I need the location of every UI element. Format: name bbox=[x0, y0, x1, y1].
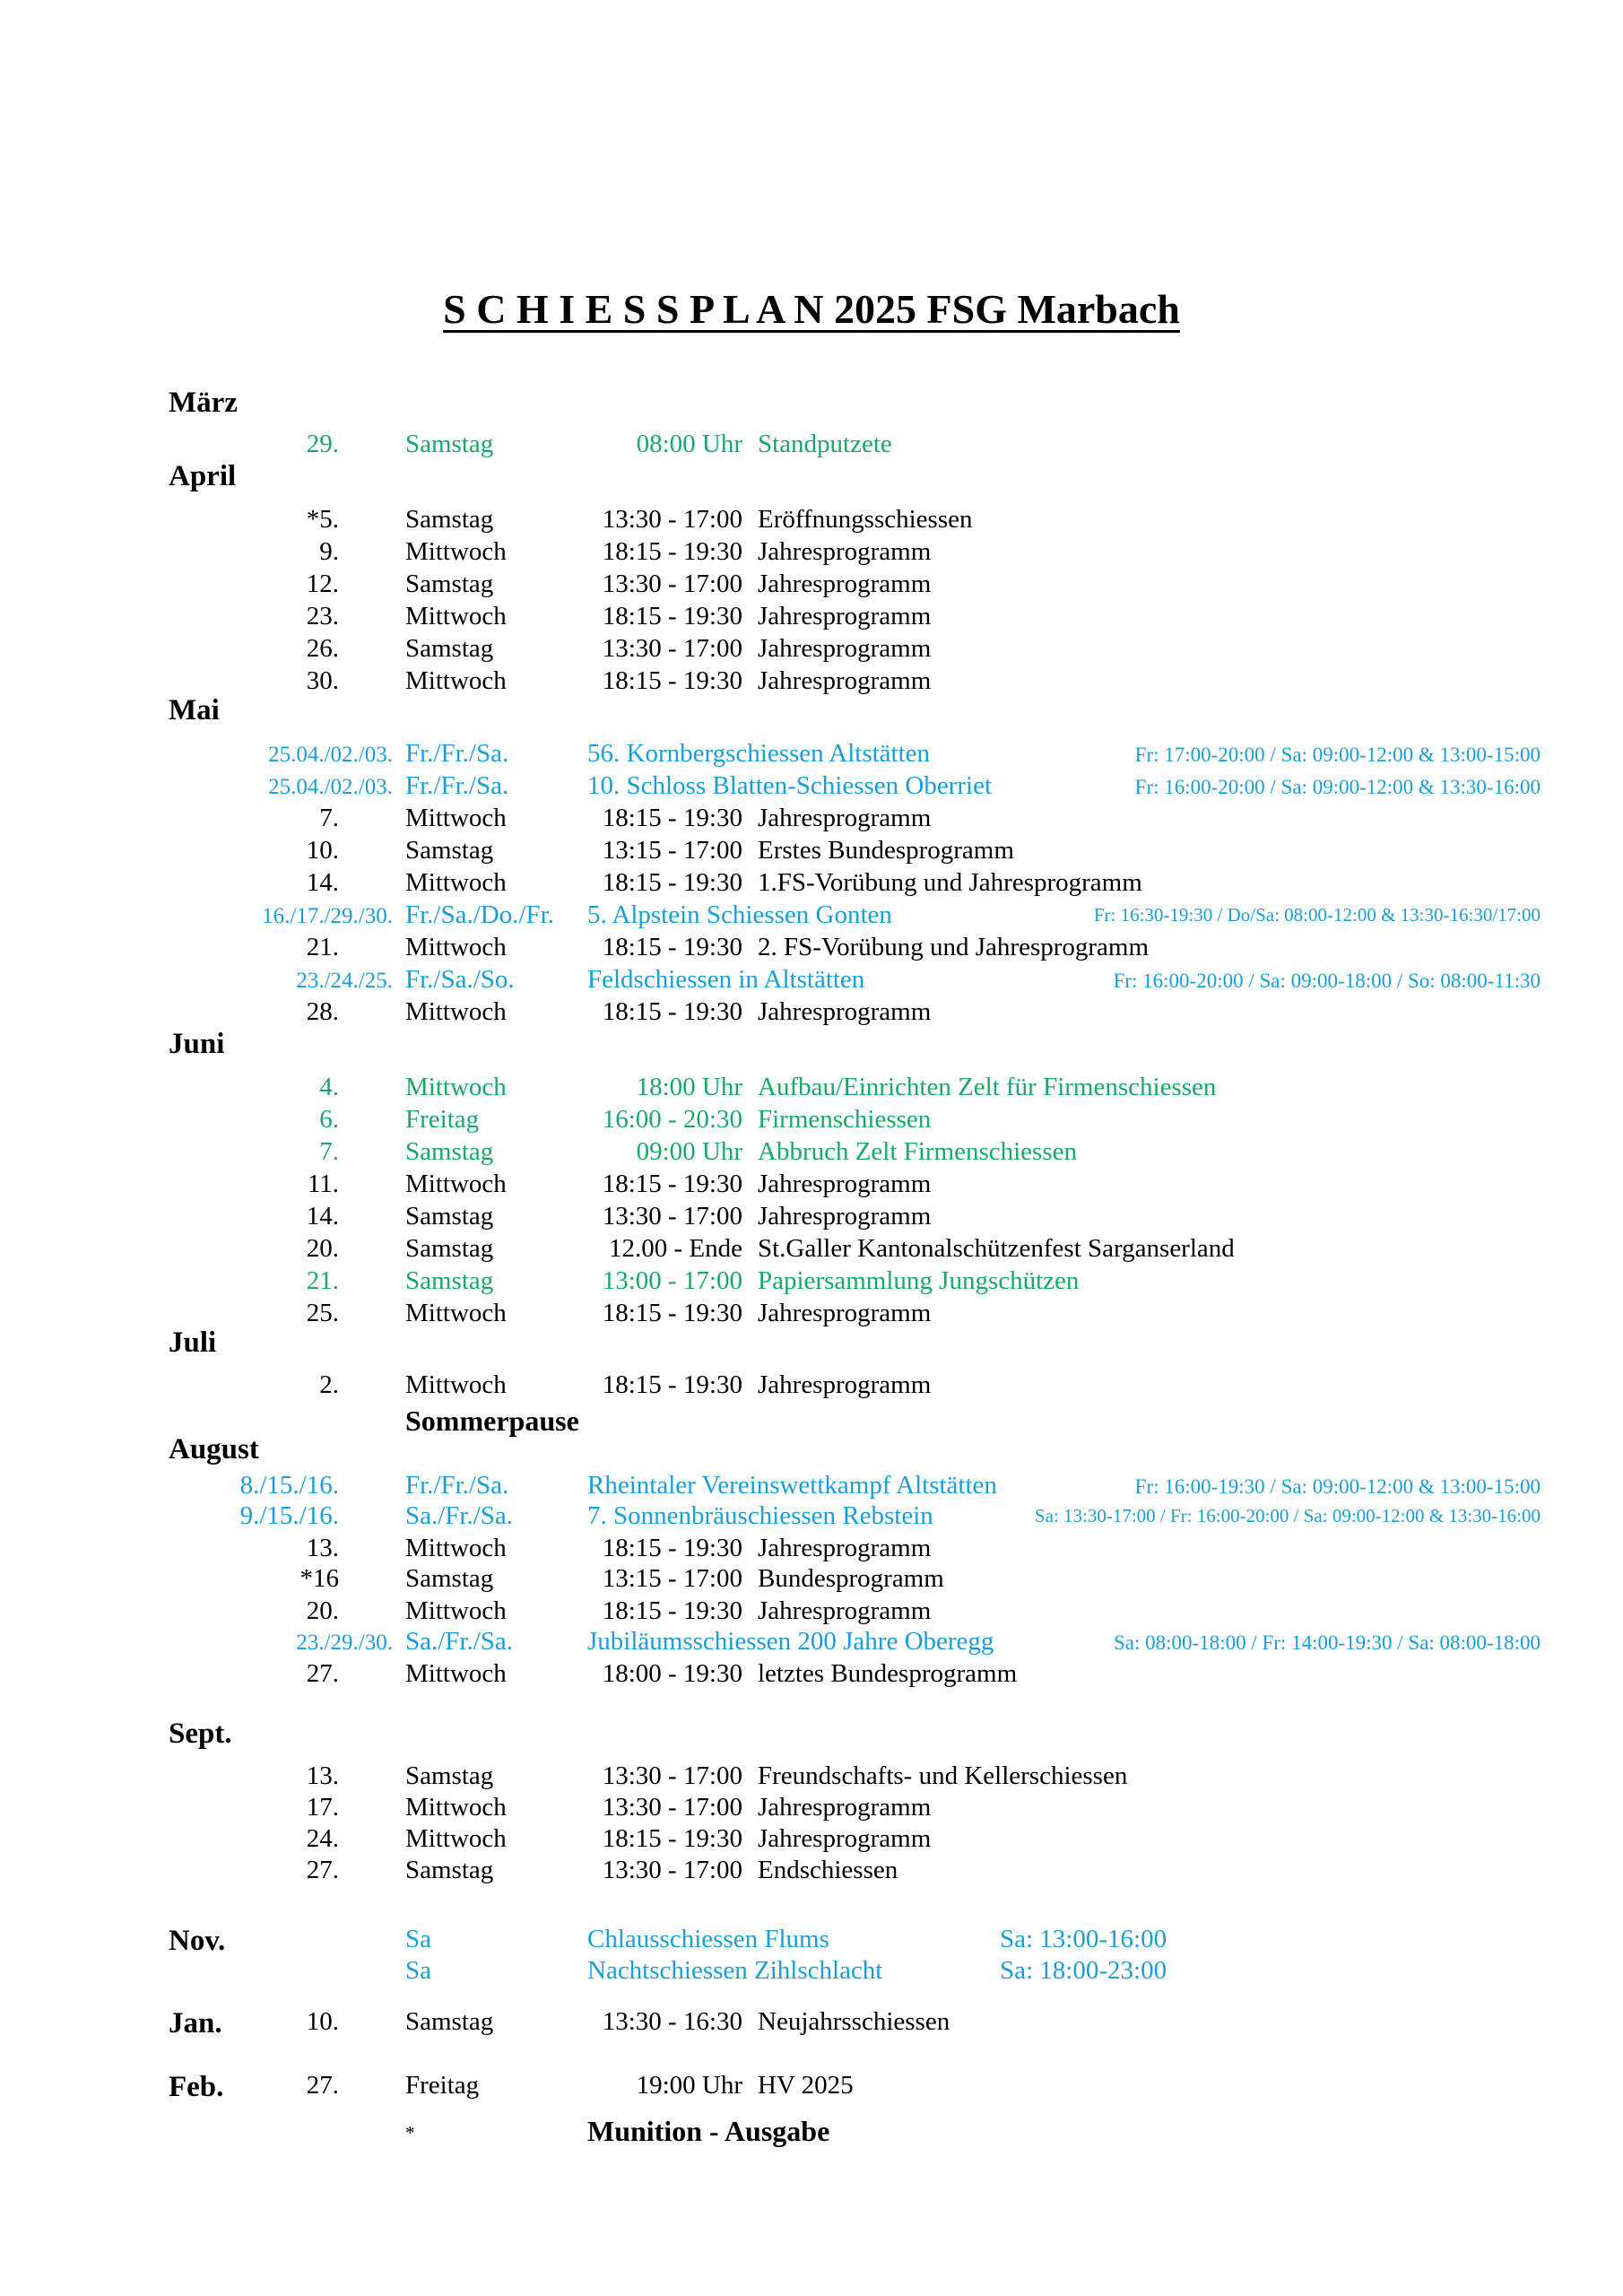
row-event: 2. FS-Vorübung und Jahresprogramm bbox=[758, 933, 1150, 961]
row-time: 13:30 - 17:00 bbox=[602, 1202, 742, 1231]
row-weekday: Mittwoch bbox=[405, 666, 507, 695]
row-date: 17. bbox=[306, 1793, 339, 1822]
row-time: 13:30 - 16:30 bbox=[602, 2007, 742, 2036]
row-time: 18:15 - 19:30 bbox=[602, 804, 742, 832]
row-details: Fr: 16:30-19:30 / Do/Sa: 08:00-12:00 & 13:30-16:30/17:00 bbox=[1093, 904, 1541, 926]
row-weekday: Mittwoch bbox=[405, 1659, 507, 1688]
row-weekday: Freitag bbox=[405, 1105, 480, 1134]
row-weekday: Sa bbox=[405, 1925, 431, 1953]
row-date: 11. bbox=[307, 1170, 339, 1198]
row-date: 30. bbox=[306, 666, 339, 695]
row-event: Jahresprogramm bbox=[758, 1793, 932, 1822]
row-event: Jahresprogramm bbox=[758, 570, 932, 598]
row-time: 12.00 - Ende bbox=[609, 1234, 742, 1263]
row-weekday: Sa bbox=[405, 1956, 431, 1985]
row-weekday: Samstag bbox=[405, 1234, 494, 1263]
row-date: 20. bbox=[306, 1234, 339, 1263]
row-time: 13:30 - 17:00 bbox=[602, 1793, 742, 1822]
footnote-text: Munition - Ausgabe bbox=[587, 2115, 830, 2147]
row-date: 10. bbox=[306, 2007, 339, 2036]
row-details: Fr: 16:00-20:00 / Sa: 09:00-18:00 / So: 08:00-11:30 bbox=[1113, 970, 1541, 992]
row-weekday: Mittwoch bbox=[405, 804, 507, 832]
row-time: 18:15 - 19:30 bbox=[602, 1370, 742, 1399]
row-time: 13:15 - 17:00 bbox=[602, 836, 742, 865]
row-date: 10. bbox=[306, 836, 339, 865]
row-weekday: Samstag bbox=[405, 1266, 494, 1295]
row-date: 28. bbox=[306, 997, 339, 1026]
row-weekday: Samstag bbox=[405, 505, 494, 534]
row-date: 13. bbox=[306, 1534, 339, 1562]
row-event: Abbruch Zelt Firmenschiessen bbox=[758, 1137, 1077, 1166]
row-time: 13:30 - 17:00 bbox=[602, 634, 742, 663]
row-time: 18:15 - 19:30 bbox=[602, 1824, 742, 1853]
row-date: 7. bbox=[319, 1137, 339, 1166]
row-date: 23./24./25. bbox=[296, 969, 393, 993]
row-event: Erstes Bundesprogramm bbox=[758, 836, 1014, 865]
row-weekday: Fr./Sa./So. bbox=[405, 965, 515, 994]
row-weekday: Mittwoch bbox=[405, 602, 507, 631]
row-event: 7. Sonnenbräuschiessen Rebstein bbox=[587, 1501, 933, 1530]
row-time: 18:15 - 19:30 bbox=[602, 1596, 742, 1625]
row-weekday: Samstag bbox=[405, 1761, 494, 1790]
row-event: Firmenschiessen bbox=[758, 1105, 932, 1134]
row-time: 18:15 - 19:30 bbox=[602, 1534, 742, 1562]
row-date: 23./29./30. bbox=[296, 1631, 393, 1655]
row-date: 7. bbox=[319, 804, 339, 832]
row-date: 27. bbox=[306, 2071, 339, 2100]
row-event: Feldschiessen in Altstätten bbox=[587, 965, 865, 994]
row-time: 18:15 - 19:30 bbox=[602, 666, 742, 695]
row-event: Freundschafts- und Kellerschiessen bbox=[758, 1761, 1128, 1790]
row-date: 4. bbox=[319, 1073, 339, 1101]
row-weekday: Fr./Fr./Sa. bbox=[405, 739, 509, 768]
row-weekday: Mittwoch bbox=[405, 1793, 507, 1822]
row-event: Chlausschiessen Flums bbox=[587, 1925, 829, 1953]
row-event: Jahresprogramm bbox=[758, 634, 932, 663]
row-date: 14. bbox=[306, 868, 339, 897]
row-event: Nachtschiessen Zihlschlacht bbox=[587, 1956, 883, 1985]
row-event: Eröffnungsschiessen bbox=[758, 505, 973, 534]
row-event: HV 2025 bbox=[758, 2071, 854, 2100]
month-heading: Juli bbox=[169, 1326, 217, 1359]
row-date: 9. bbox=[319, 537, 339, 566]
row-details: Fr: 16:00-19:30 / Sa: 09:00-12:00 & 13:00-15:00 bbox=[1134, 1475, 1541, 1498]
row-weekday: Sa./Fr./Sa. bbox=[405, 1501, 514, 1530]
page-title: S C H I E S S P L A N 2025 FSG Marbach bbox=[443, 286, 1180, 332]
row-weekday: Samstag bbox=[405, 430, 494, 458]
row-weekday: Mittwoch bbox=[405, 1370, 507, 1399]
row-weekday: Sa./Fr./Sa. bbox=[405, 1627, 514, 1656]
row-date: 14. bbox=[306, 1202, 339, 1231]
row-date: 9./15./16. bbox=[239, 1501, 339, 1530]
row-weekday: Mittwoch bbox=[405, 537, 507, 566]
row-date: 20. bbox=[306, 1596, 339, 1625]
row-time: 18:00 Uhr bbox=[636, 1073, 742, 1101]
row-event: Endschiessen bbox=[758, 1856, 898, 1884]
month-heading: Sept. bbox=[169, 1718, 232, 1750]
row-date: 27. bbox=[306, 1856, 339, 1884]
row-weekday: Fr./Sa./Do./Fr. bbox=[405, 900, 554, 929]
row-weekday: Freitag bbox=[405, 2071, 480, 2100]
row-event: Neujahrsschiessen bbox=[758, 2007, 950, 2036]
row-event: Jahresprogramm bbox=[758, 1170, 932, 1198]
row-time: 18:00 - 19:30 bbox=[602, 1659, 742, 1688]
row-time: 13:30 - 17:00 bbox=[602, 1856, 742, 1884]
row-event: Jahresprogramm bbox=[758, 1534, 932, 1562]
row-time: 18:15 - 19:30 bbox=[602, 1170, 742, 1198]
month-heading: März bbox=[169, 387, 238, 419]
row-date: 16./17./29./30. bbox=[262, 904, 393, 928]
row-event: Jahresprogramm bbox=[758, 602, 932, 631]
row-details: Fr: 17:00-20:00 / Sa: 09:00-12:00 & 13:00-15:00 bbox=[1134, 744, 1541, 766]
row-event: Standputzete bbox=[758, 430, 892, 458]
row-event: Jahresprogramm bbox=[758, 997, 932, 1026]
row-event: 5. Alpstein Schiessen Gonten bbox=[587, 900, 892, 929]
row-date: 25. bbox=[306, 1299, 339, 1327]
row-date: 12. bbox=[306, 570, 339, 598]
row-time: 09:00 Uhr bbox=[636, 1137, 742, 1166]
row-weekday: Mittwoch bbox=[405, 1170, 507, 1198]
month-heading: Juni bbox=[169, 1028, 225, 1060]
summer-break-note: Sommerpause bbox=[405, 1405, 579, 1437]
row-time: 13:30 - 17:00 bbox=[602, 570, 742, 598]
row-event: letztes Bundesprogramm bbox=[758, 1659, 1018, 1688]
row-event: Jahresprogramm bbox=[758, 804, 932, 832]
row-event: Papiersammlung Jungschützen bbox=[758, 1266, 1080, 1295]
row-details: Sa: 08:00-18:00 / Fr: 14:00-19:30 / Sa: 08:00-18:00 bbox=[1114, 1631, 1541, 1654]
row-details: Sa: 13:00-16:00 bbox=[1000, 1925, 1167, 1953]
row-weekday: Fr./Fr./Sa. bbox=[405, 771, 509, 800]
row-weekday: Samstag bbox=[405, 570, 494, 598]
row-weekday: Samstag bbox=[405, 1202, 494, 1231]
row-weekday: Mittwoch bbox=[405, 868, 507, 897]
row-weekday: Samstag bbox=[405, 634, 494, 663]
row-date: 29. bbox=[306, 430, 339, 458]
row-date: 6. bbox=[319, 1105, 339, 1134]
row-event: Rheintaler Vereinswettkampf Altstätten bbox=[587, 1471, 997, 1500]
row-event: Jahresprogramm bbox=[758, 666, 932, 695]
row-date: *5. bbox=[306, 505, 339, 534]
row-date: 25.04./02./03. bbox=[268, 775, 393, 799]
row-weekday: Mittwoch bbox=[405, 997, 507, 1026]
row-event: St.Galler Kantonalschützenfest Sarganserland bbox=[758, 1234, 1235, 1263]
row-event: 56. Kornbergschiessen Altstätten bbox=[587, 739, 931, 768]
row-event: Jahresprogramm bbox=[758, 1824, 932, 1853]
row-event: 1.FS-Vorübung und Jahresprogramm bbox=[758, 868, 1142, 897]
row-event: Jahresprogramm bbox=[758, 1370, 932, 1399]
row-weekday: Mittwoch bbox=[405, 1824, 507, 1853]
row-event: Bundesprogramm bbox=[758, 1564, 944, 1593]
row-time: 18:15 - 19:30 bbox=[602, 933, 742, 961]
row-time: 13:30 - 17:00 bbox=[602, 1761, 742, 1790]
row-weekday: Mittwoch bbox=[405, 1299, 507, 1327]
row-weekday: Fr./Fr./Sa. bbox=[405, 1471, 509, 1500]
row-date: 25.04./02./03. bbox=[268, 743, 393, 767]
row-time: 16:00 - 20:30 bbox=[602, 1105, 742, 1134]
row-time: 18:15 - 19:30 bbox=[602, 602, 742, 631]
row-time: 13:30 - 17:00 bbox=[602, 505, 742, 534]
row-weekday: Mittwoch bbox=[405, 1596, 507, 1625]
month-heading: Feb. bbox=[169, 2071, 224, 2103]
row-weekday: Samstag bbox=[405, 1856, 494, 1884]
row-event: Jahresprogramm bbox=[758, 1596, 932, 1625]
row-date: 26. bbox=[306, 634, 339, 663]
row-date: 21. bbox=[306, 1266, 339, 1295]
row-event: Aufbau/Einrichten Zelt für Firmenschiessen bbox=[758, 1073, 1217, 1101]
row-details: Sa: 13:30-17:00 / Fr: 16:00-20:00 / Sa: 09:00-12:00 & 13:30-16:00 bbox=[1034, 1505, 1541, 1526]
row-event: Jubiläumsschiessen 200 Jahre Oberegg bbox=[587, 1627, 994, 1656]
row-weekday: Samstag bbox=[405, 1564, 494, 1593]
row-time: 13:00 - 17:00 bbox=[602, 1266, 742, 1295]
row-event: 10. Schloss Blatten-Schiessen Oberriet bbox=[587, 771, 993, 800]
row-weekday: Mittwoch bbox=[405, 933, 507, 961]
row-weekday: Mittwoch bbox=[405, 1534, 507, 1562]
row-time: 08:00 Uhr bbox=[636, 430, 742, 458]
row-date: 2. bbox=[319, 1370, 339, 1399]
row-date: 24. bbox=[306, 1824, 339, 1853]
month-heading: Nov. bbox=[169, 1925, 226, 1957]
row-date: 21. bbox=[306, 933, 339, 961]
row-time: 19:00 Uhr bbox=[636, 2071, 742, 2100]
month-heading: August bbox=[169, 1433, 259, 1465]
row-event: Jahresprogramm bbox=[758, 1202, 932, 1231]
row-details: Sa: 18:00-23:00 bbox=[1000, 1956, 1167, 1985]
row-time: 18:15 - 19:30 bbox=[602, 868, 742, 897]
row-weekday: Samstag bbox=[405, 1137, 494, 1166]
row-date: 13. bbox=[306, 1761, 339, 1790]
row-details: Fr: 16:00-20:00 / Sa: 09:00-12:00 & 13:30-16:00 bbox=[1134, 776, 1541, 798]
month-heading: Mai bbox=[169, 694, 220, 726]
row-weekday: Mittwoch bbox=[405, 1073, 507, 1101]
row-time: 18:15 - 19:30 bbox=[602, 537, 742, 566]
row-date: *16 bbox=[299, 1564, 339, 1593]
row-time: 18:15 - 19:30 bbox=[602, 997, 742, 1026]
row-date: 27. bbox=[306, 1659, 339, 1688]
month-heading: April bbox=[169, 460, 237, 492]
row-time: 13:15 - 17:00 bbox=[602, 1564, 742, 1593]
row-date: 23. bbox=[306, 602, 339, 631]
row-weekday: Samstag bbox=[405, 836, 494, 865]
row-weekday: Samstag bbox=[405, 2007, 494, 2036]
row-event: Jahresprogramm bbox=[758, 537, 932, 566]
footnote-mark: * bbox=[405, 2122, 415, 2144]
month-heading: Jan. bbox=[169, 2007, 222, 2039]
row-date: 8./15./16. bbox=[239, 1471, 339, 1500]
row-event: Jahresprogramm bbox=[758, 1299, 932, 1327]
row-time: 18:15 - 19:30 bbox=[602, 1299, 742, 1327]
